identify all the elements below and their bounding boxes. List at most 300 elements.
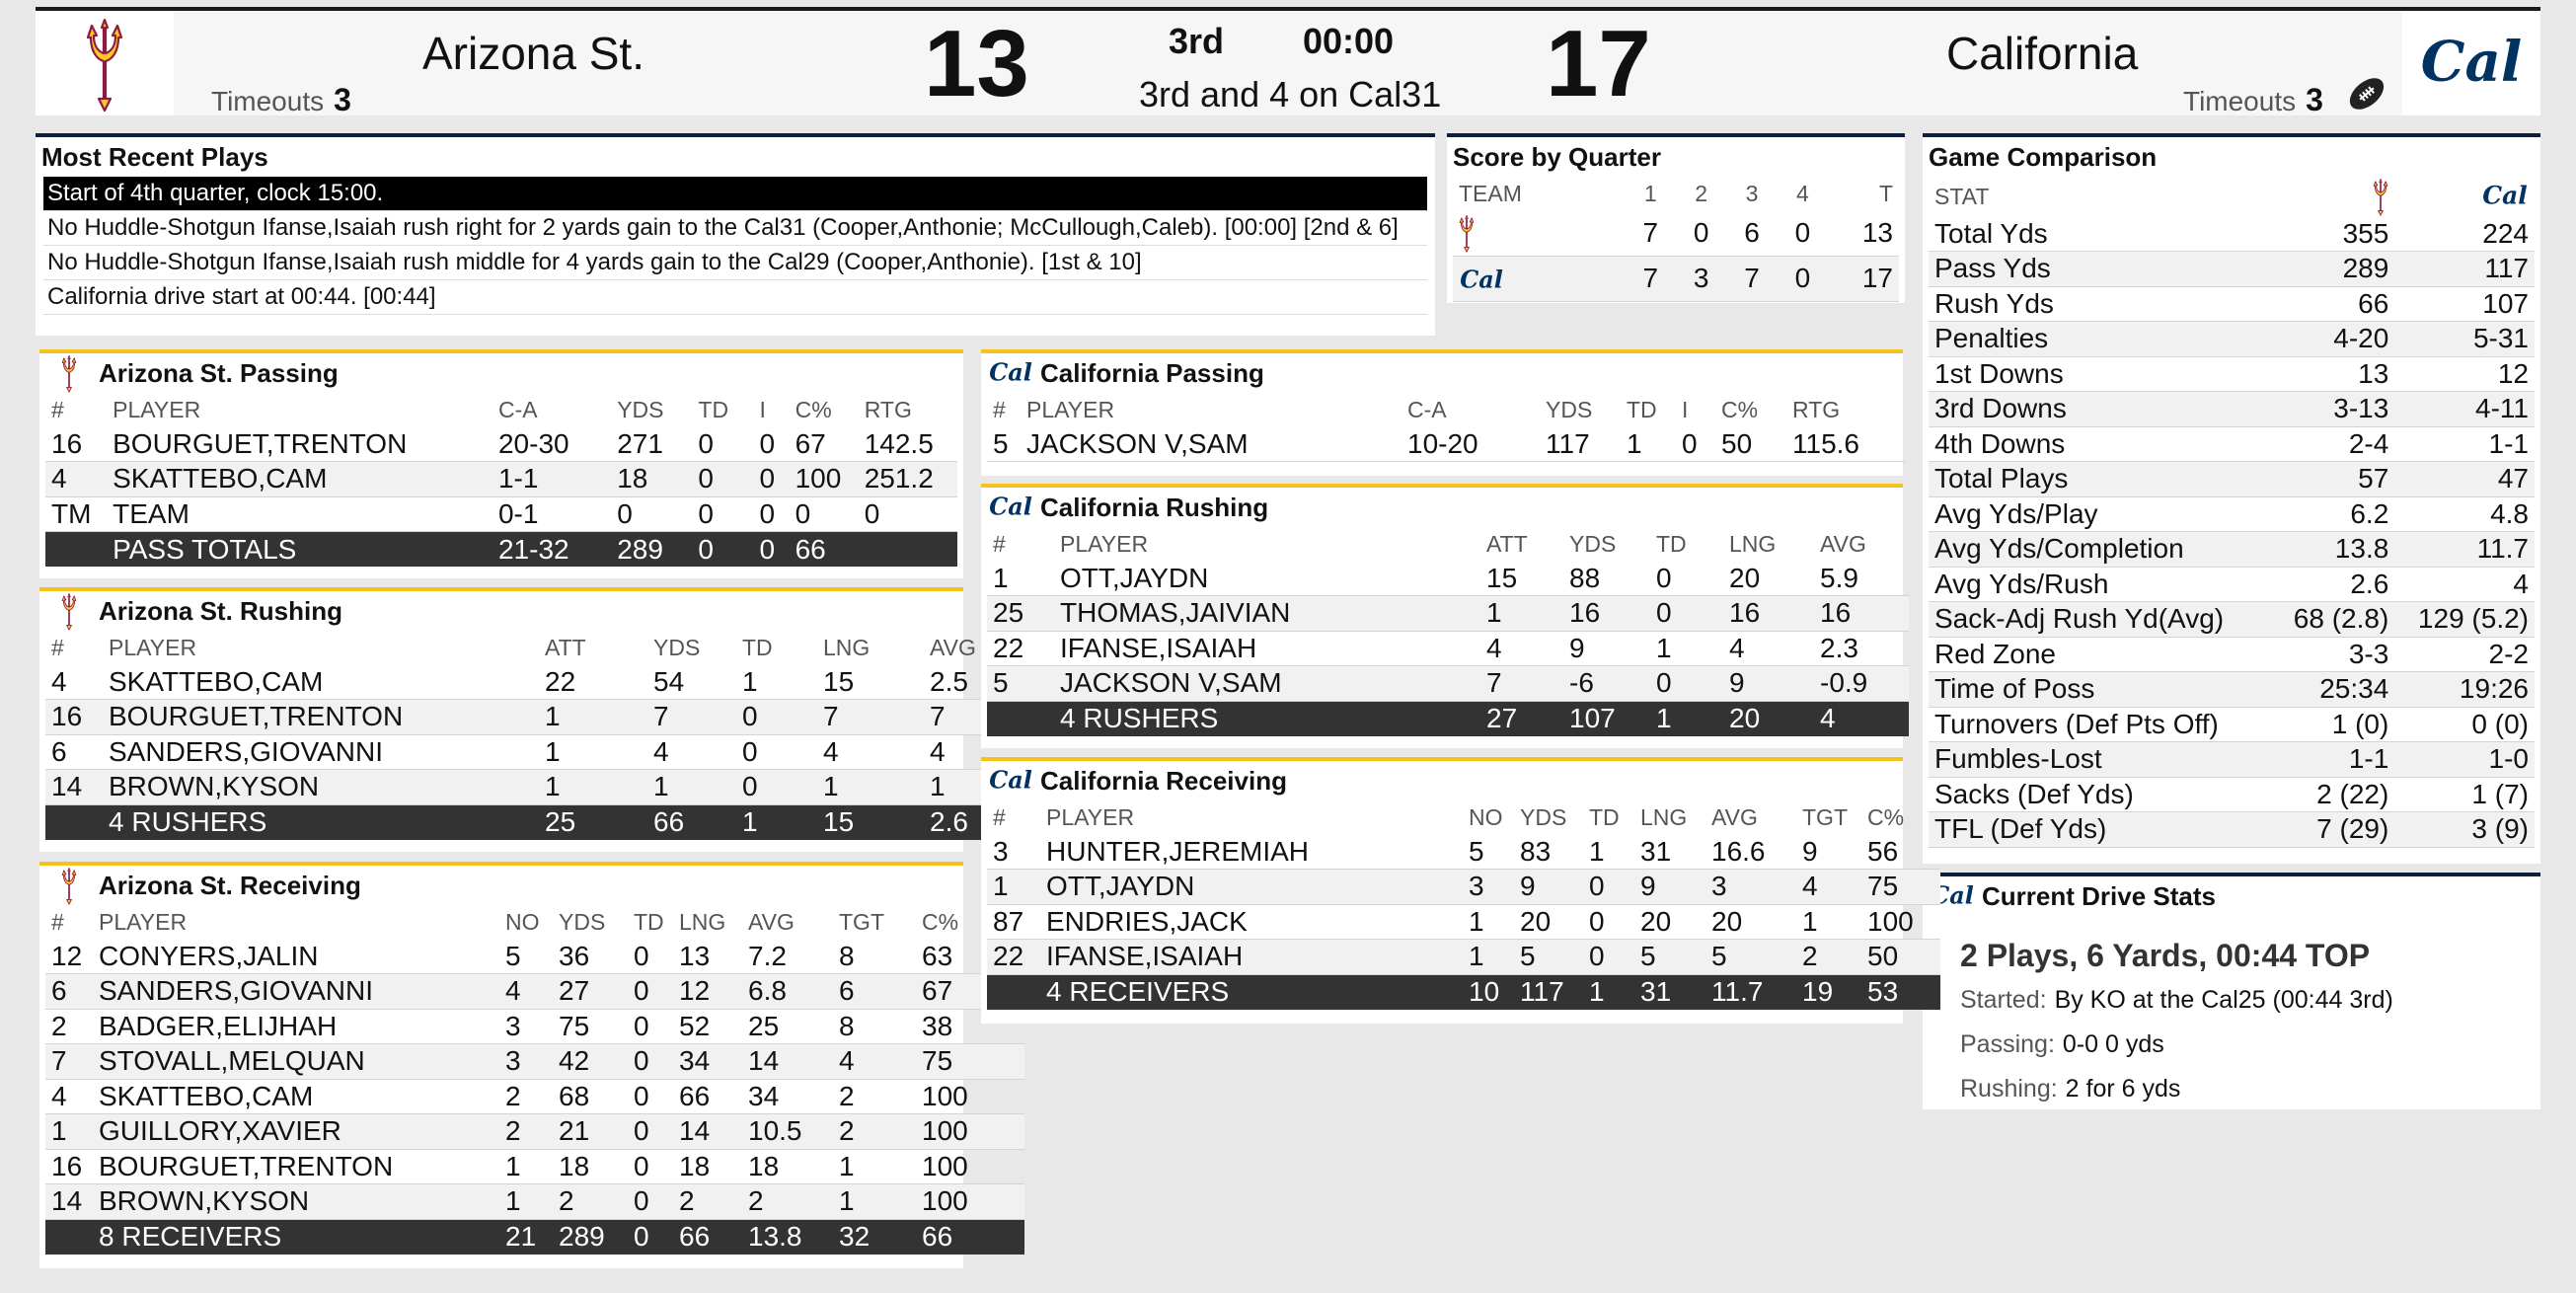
stat-value: 13 xyxy=(2272,356,2394,392)
player-row xyxy=(987,870,1940,905)
total-cell: 2.6 xyxy=(924,804,1026,840)
stat-cell: 8 xyxy=(833,1009,916,1044)
stat-value: 5-31 xyxy=(2394,322,2535,357)
column-header: TD xyxy=(698,396,729,422)
stat-cell: 31 xyxy=(1634,834,1705,870)
stat-cell: 67 xyxy=(790,426,859,462)
stat-cell: 75 xyxy=(553,1009,628,1044)
stat-cell: 16 xyxy=(45,700,103,735)
stat-cell: 1 xyxy=(833,1184,916,1220)
stat-cell: 0 xyxy=(628,1044,673,1080)
stat-value: 6.2 xyxy=(2272,496,2394,532)
column-header: C-A xyxy=(1407,396,1447,422)
stat-cell: 9 xyxy=(1514,870,1583,905)
stat-cell: 1 xyxy=(1621,426,1676,462)
stat-cell: 21 xyxy=(553,1114,628,1150)
player-row xyxy=(45,1079,1024,1114)
comparison-row xyxy=(1929,777,2535,812)
column-header: C% xyxy=(795,396,832,422)
stat-value: 355 xyxy=(2272,216,2394,252)
stat-cell: 18 xyxy=(742,1149,833,1184)
asu-logo xyxy=(45,353,93,393)
stats-table xyxy=(45,631,1026,840)
total-cell: 27 xyxy=(1480,701,1563,736)
column-header: LNG xyxy=(679,908,726,935)
stat-cell: 15 xyxy=(817,664,924,700)
stat-cell: 20 xyxy=(1514,904,1583,940)
stat-value: 57 xyxy=(2272,462,2394,497)
stat-cell: 0 xyxy=(1650,666,1723,702)
stat-cell: 100 xyxy=(916,1184,1024,1220)
column-header: TD xyxy=(1589,803,1620,830)
stat-cell: THOMAS,JAIVIAN xyxy=(1054,596,1480,632)
stat-label: 1st Downs xyxy=(1929,356,2272,392)
comparison-row xyxy=(1929,356,2535,392)
stat-cell: -0.9 xyxy=(1814,666,1909,702)
stat-cell: 87 xyxy=(987,904,1040,940)
stat-cell: 0 xyxy=(790,496,859,532)
stat-cell: 0 xyxy=(1650,596,1723,632)
panel-title: Arizona St. Receiving xyxy=(99,870,361,900)
column-header: TD xyxy=(742,634,773,660)
stats-table xyxy=(987,393,1905,462)
column-header: ATT xyxy=(545,634,586,660)
stat-cell: 63 xyxy=(916,939,1024,974)
stat-cell: 50 xyxy=(1715,426,1786,462)
panel-title: Arizona St. Passing xyxy=(99,357,339,388)
totals-row xyxy=(45,532,957,568)
panel-title: Arizona St. Rushing xyxy=(99,595,342,626)
total-cell: 0 xyxy=(754,532,790,568)
column-header: ATT xyxy=(1486,530,1528,557)
player-row xyxy=(987,904,1940,940)
stat-cell: 0 xyxy=(754,426,790,462)
panel-title: Game Comparison xyxy=(1929,141,2158,172)
stat-cell: 9 xyxy=(1796,834,1861,870)
column-header: TGT xyxy=(1802,803,1848,830)
stat-cell: 83 xyxy=(1514,834,1583,870)
stat-cell: 75 xyxy=(1861,870,1940,905)
stat-cell: 4 xyxy=(45,1079,93,1114)
california-logo xyxy=(2402,11,2540,115)
sbq-header: T xyxy=(1878,180,1893,206)
column-header: PLAYER xyxy=(1046,803,1135,830)
stat-cell: 15 xyxy=(1480,561,1563,596)
stat-value: 47 xyxy=(2394,462,2535,497)
stat-cell: 34 xyxy=(742,1079,833,1114)
stat-cell: 0 xyxy=(628,1184,673,1220)
stat-cell: 16.6 xyxy=(1705,834,1796,870)
total-cell: 66 xyxy=(916,1219,1024,1255)
game-quarter: 3rd xyxy=(1169,21,1225,61)
game-comparison-table xyxy=(1929,177,2535,848)
stat-cell: 12 xyxy=(673,974,742,1010)
stat-cell: 2 xyxy=(833,1079,916,1114)
drive-started: Started: By KO at the Cal25 (00:44 3rd) xyxy=(1960,986,2393,1014)
sbq-cell: 17 xyxy=(1828,256,1899,301)
column-header: LNG xyxy=(1640,803,1688,830)
stat-cell: 1 xyxy=(499,1184,553,1220)
stat-cell: 1 xyxy=(1583,834,1634,870)
column-header: C% xyxy=(922,908,959,935)
comparison-row xyxy=(1929,812,2535,848)
stat-cell: 0 xyxy=(692,462,753,497)
column-header: I xyxy=(1682,396,1689,422)
column-header: # xyxy=(51,396,64,422)
stat-cell: 2 xyxy=(833,1114,916,1150)
total-cell: 15 xyxy=(817,804,924,840)
stat-cell: 16 xyxy=(1814,596,1909,632)
stat-label: Total Yds xyxy=(1929,216,2272,252)
stat-label: Avg Yds/Play xyxy=(1929,496,2272,532)
stat-cell: 38 xyxy=(916,1009,1024,1044)
stat-cell: 0 xyxy=(628,1114,673,1150)
stat-cell: 7 xyxy=(1480,666,1563,702)
stat-cell: 3 xyxy=(1463,870,1514,905)
total-cell: 25 xyxy=(539,804,647,840)
stat-value: 2-2 xyxy=(2394,637,2535,672)
stat-cell: 5.9 xyxy=(1814,561,1909,596)
stat-value: 289 xyxy=(2272,252,2394,287)
stat-cell: 6 xyxy=(45,974,93,1010)
column-header: # xyxy=(51,634,64,660)
stat-cell: 1 xyxy=(499,1149,553,1184)
stat-cell: CONYERS,JALIN xyxy=(93,939,499,974)
asu-column-logo xyxy=(2272,177,2394,216)
stat-cell: 1 xyxy=(45,1114,93,1150)
stat-cell: 0 xyxy=(754,462,790,497)
stat-cell: 0 xyxy=(1583,870,1634,905)
player-row xyxy=(987,561,1909,596)
stat-cell: 3 xyxy=(499,1044,553,1080)
stat-cell: 0 xyxy=(1583,940,1634,975)
scoreboard xyxy=(36,7,2540,115)
stat-label: Total Plays xyxy=(1929,462,2272,497)
asu-logo xyxy=(45,591,93,631)
play-item: Start of 4th quarter, clock 15:00. xyxy=(43,177,1427,211)
sbq-cell: 0 xyxy=(1676,210,1726,256)
stat-value: 11.7 xyxy=(2394,532,2535,568)
stat-cell: 14 xyxy=(673,1114,742,1150)
total-cell: 19 xyxy=(1796,974,1861,1010)
drive-summary: 2 Plays, 6 Yards, 00:44 TOP xyxy=(1960,938,2371,973)
stat-cell: 20 xyxy=(1723,561,1814,596)
column-header: # xyxy=(993,803,1006,830)
stat-value: 2-4 xyxy=(2272,426,2394,462)
column-header: AVG xyxy=(748,908,795,935)
player-row xyxy=(987,631,1909,666)
stat-value: 4-11 xyxy=(2394,392,2535,427)
player-row xyxy=(987,940,1940,975)
player-row xyxy=(987,834,1940,870)
stat-cell: 56 xyxy=(1861,834,1940,870)
stat-cell: 2 xyxy=(499,1114,553,1150)
stat-value: 0 (0) xyxy=(2394,707,2535,742)
stat-cell: 68 xyxy=(553,1079,628,1114)
stat-cell: 4 xyxy=(924,734,1026,770)
stat-label: Pass Yds xyxy=(1929,252,2272,287)
total-cell: 289 xyxy=(611,532,692,568)
stat-value: 1 (0) xyxy=(2272,707,2394,742)
home-timeouts: Timeouts 3 xyxy=(211,82,351,117)
column-header: YDS xyxy=(1569,530,1617,557)
stat-cell: 2 xyxy=(742,1184,833,1220)
cal-logo xyxy=(987,494,1034,521)
column-header: YDS xyxy=(1520,803,1567,830)
player-row xyxy=(45,496,957,532)
column-header: YDS xyxy=(617,396,664,422)
column-header: RTG xyxy=(1792,396,1841,422)
stats-table xyxy=(45,905,1024,1255)
total-cell: 20 xyxy=(1723,701,1814,736)
player-row xyxy=(45,1114,1024,1150)
comparison-row xyxy=(1929,462,2535,497)
plays-list xyxy=(36,177,1435,315)
player-row xyxy=(45,700,1026,735)
stat-cell: 75 xyxy=(916,1044,1024,1080)
panel-title-row xyxy=(981,353,1903,393)
stat-cell: 14 xyxy=(45,770,103,805)
stat-cell: 100 xyxy=(916,1114,1024,1150)
stat-cell: 117 xyxy=(1540,426,1621,462)
sbq-cell: 3 xyxy=(1676,256,1726,301)
stat-cell: 5 xyxy=(987,666,1054,702)
stat-cell: 6 xyxy=(45,734,103,770)
stat-cell: BROWN,KYSON xyxy=(103,770,539,805)
stat-label: Red Zone xyxy=(1929,637,2272,672)
cal-receiving-panel xyxy=(981,757,1914,1024)
stat-cell: 2 xyxy=(1796,940,1861,975)
football-icon xyxy=(2345,72,2388,115)
stat-cell: 1 xyxy=(539,700,647,735)
comparison-row xyxy=(1929,216,2535,252)
stat-label: Turnovers (Def Pts Off) xyxy=(1929,707,2272,742)
stat-cell: 0 xyxy=(736,770,817,805)
sbq-header: TEAM xyxy=(1459,180,1522,206)
stat-cell: 0 xyxy=(754,496,790,532)
stat-cell: 12 xyxy=(45,939,93,974)
panel-title: California Rushing xyxy=(1040,492,1269,522)
column-header: # xyxy=(51,908,64,935)
sbq-cell: 7 xyxy=(1626,256,1676,301)
stat-cell: 2 xyxy=(499,1079,553,1114)
column-header: AVG xyxy=(1711,803,1758,830)
sbq-row xyxy=(1453,256,1899,301)
comparison-row xyxy=(1929,252,2535,287)
stat-cell: OTT,JAYDN xyxy=(1054,561,1480,596)
stat-cell: 67 xyxy=(916,974,1024,1010)
stat-value: 7 (29) xyxy=(2272,812,2394,848)
down-distance: 3rd and 4 on Cal31 xyxy=(1139,74,1442,114)
player-row xyxy=(987,666,1909,702)
stat-cell: 5 xyxy=(1514,940,1583,975)
stat-cell: 7 xyxy=(647,700,736,735)
stat-cell: TM xyxy=(45,496,107,532)
stat-label: 3rd Downs xyxy=(1929,392,2272,427)
stats-table xyxy=(987,527,1909,736)
stat-cell: 14 xyxy=(742,1044,833,1080)
stat-value: 3-13 xyxy=(2272,392,2394,427)
comparison-row xyxy=(1929,532,2535,568)
column-header: TD xyxy=(1627,396,1657,422)
stat-value: 1-1 xyxy=(2394,426,2535,462)
column-header: TGT xyxy=(839,908,884,935)
sbq-cell: 7 xyxy=(1726,256,1777,301)
cal-column-logo xyxy=(2394,177,2535,216)
asu-logo xyxy=(1453,210,1626,256)
stat-cell: 16 xyxy=(1723,596,1814,632)
stat-cell: 14 xyxy=(45,1184,93,1220)
stat-value: 2.6 xyxy=(2272,567,2394,602)
stat-cell: 0 xyxy=(611,496,692,532)
totals-row xyxy=(987,974,1940,1010)
total-cell: 117 xyxy=(1514,974,1583,1010)
stat-cell: 22 xyxy=(987,940,1040,975)
panel-title: California Passing xyxy=(1040,357,1264,388)
play-item: California drive start at 00:44. [00:44] xyxy=(43,280,1427,315)
stat-cell: 0 xyxy=(628,1079,673,1114)
stat-value: 3-3 xyxy=(2272,637,2394,672)
stat-cell: 4 xyxy=(647,734,736,770)
stat-cell: 36 xyxy=(553,939,628,974)
stat-cell: 18 xyxy=(611,462,692,497)
stat-cell: 10-20 xyxy=(1402,426,1540,462)
stat-cell: 20 xyxy=(1634,904,1705,940)
stat-cell: 1 xyxy=(1463,904,1514,940)
stat-cell: 25 xyxy=(987,596,1054,632)
comparison-row xyxy=(1929,707,2535,742)
stat-cell: 2.5 xyxy=(924,664,1026,700)
stat-cell: 1 xyxy=(924,770,1026,805)
stat-cell: 16 xyxy=(45,426,107,462)
stat-cell: 4 xyxy=(1796,870,1861,905)
player-row xyxy=(45,664,1026,700)
stat-cell: 0 xyxy=(736,734,817,770)
sbq-cell: 0 xyxy=(1778,210,1828,256)
stat-cell: 1-1 xyxy=(492,462,611,497)
column-header: YDS xyxy=(1546,396,1593,422)
stat-label: TFL (Def Yds) xyxy=(1929,812,2272,848)
stat-value: 4 xyxy=(2394,567,2535,602)
column-header: LNG xyxy=(823,634,871,660)
player-row xyxy=(45,1184,1024,1220)
stat-label: Sacks (Def Yds) xyxy=(1929,777,2272,812)
play-item: No Huddle-Shotgun Ifanse,Isaiah rush middle for 4 yards gain to the Cal29 (Cooper,Anthonie). [1st & 10] xyxy=(43,246,1427,280)
total-cell: 1 xyxy=(1583,974,1634,1010)
total-cell: 0 xyxy=(628,1219,673,1255)
player-row xyxy=(45,1044,1024,1080)
stat-cell: 16 xyxy=(45,1149,93,1184)
total-cell: 53 xyxy=(1861,974,1940,1010)
stat-cell: 1 xyxy=(817,770,924,805)
stat-cell: 0 xyxy=(628,1009,673,1044)
stat-cell: 0 xyxy=(692,426,753,462)
sbq-cell: 13 xyxy=(1828,210,1899,256)
stat-cell: 4 xyxy=(45,664,103,700)
panel-title: Current Drive Stats xyxy=(1982,880,2216,911)
stat-cell: 3 xyxy=(499,1009,553,1044)
column-header: PLAYER xyxy=(113,396,201,422)
stat-value: 66 xyxy=(2272,286,2394,322)
stat-cell: 54 xyxy=(647,664,736,700)
player-row xyxy=(45,939,1024,974)
comparison-row xyxy=(1929,567,2535,602)
score-by-quarter-panel xyxy=(1447,133,1905,303)
stat-cell: 22 xyxy=(539,664,647,700)
panel-title-row xyxy=(981,761,1903,800)
drive-rushing: Rushing: 2 for 6 yds xyxy=(1960,1075,2181,1103)
stat-cell: 1 xyxy=(987,561,1054,596)
comparison-row xyxy=(1929,742,2535,778)
stat-cell: BOURGUET,TRENTON xyxy=(93,1149,499,1184)
column-header: NO xyxy=(1469,803,1503,830)
cal-logo xyxy=(1453,256,1626,301)
asu-rushing-panel xyxy=(39,587,976,852)
stat-cell: JACKSON V,SAM xyxy=(1021,426,1402,462)
stat-cell: 0-1 xyxy=(492,496,611,532)
stat-label: Rush Yds xyxy=(1929,286,2272,322)
stat-cell: 0 xyxy=(628,974,673,1010)
comparison-row xyxy=(1929,637,2535,672)
column-header: YDS xyxy=(559,908,606,935)
stat-cell: 0 xyxy=(859,496,957,532)
stat-cell: 2.3 xyxy=(1814,631,1909,666)
stat-cell: ENDRIES,JACK xyxy=(1040,904,1463,940)
stat-cell: 7.2 xyxy=(742,939,833,974)
stat-cell: 4 xyxy=(817,734,924,770)
game-clock: 00:00 xyxy=(1303,21,1395,61)
total-cell xyxy=(859,532,957,568)
stat-cell: 0 xyxy=(692,496,753,532)
column-header: LNG xyxy=(1729,530,1777,557)
stat-cell: SANDERS,GIOVANNI xyxy=(93,974,499,1010)
stat-value: 4-20 xyxy=(2272,322,2394,357)
stat-cell: 3 xyxy=(987,834,1040,870)
sbq-header: 1 xyxy=(1643,180,1657,206)
stat-cell: SANDERS,GIOVANNI xyxy=(103,734,539,770)
stat-label: 4th Downs xyxy=(1929,426,2272,462)
stat-value: 107 xyxy=(2394,286,2535,322)
stat-value: 2 (22) xyxy=(2272,777,2394,812)
asu-logo xyxy=(45,866,93,905)
comparison-row xyxy=(1929,392,2535,427)
sbq-header: 3 xyxy=(1745,180,1759,206)
panel-title-row xyxy=(39,866,963,905)
stat-cell: 5 xyxy=(499,939,553,974)
stat-cell: 0 xyxy=(628,939,673,974)
stat-value: 13.8 xyxy=(2272,532,2394,568)
stat-cell: 5 xyxy=(1705,940,1796,975)
stat-cell: 0 xyxy=(1583,904,1634,940)
total-cell: 1 xyxy=(1650,701,1723,736)
stat-cell: 4 xyxy=(833,1044,916,1080)
stat-cell: SKATTEBO,CAM xyxy=(93,1079,499,1114)
drive-passing: Passing: 0-0 0 yds xyxy=(1960,1030,2164,1058)
column-header: AVG xyxy=(1820,530,1866,557)
stat-cell: 3 xyxy=(1705,870,1796,905)
stat-cell: 52 xyxy=(673,1009,742,1044)
stat-label: Fumbles-Lost xyxy=(1929,742,2272,778)
comparison-row xyxy=(1929,426,2535,462)
stat-cell: SKATTEBO,CAM xyxy=(103,664,539,700)
total-cell: 66 xyxy=(673,1219,742,1255)
away-timeouts: Timeouts 3 xyxy=(2183,82,2323,117)
column-header: AVG xyxy=(930,634,976,660)
game-comparison-panel xyxy=(1923,133,2540,864)
total-cell: 11.7 xyxy=(1705,974,1796,1010)
stat-value: 4.8 xyxy=(2394,496,2535,532)
play-item: No Huddle-Shotgun Ifanse,Isaiah rush right for 2 yards gain to the Cal31 (Cooper,Anthonie; McCullough,Caleb). [00:00] [2nd & 6] xyxy=(43,211,1427,246)
